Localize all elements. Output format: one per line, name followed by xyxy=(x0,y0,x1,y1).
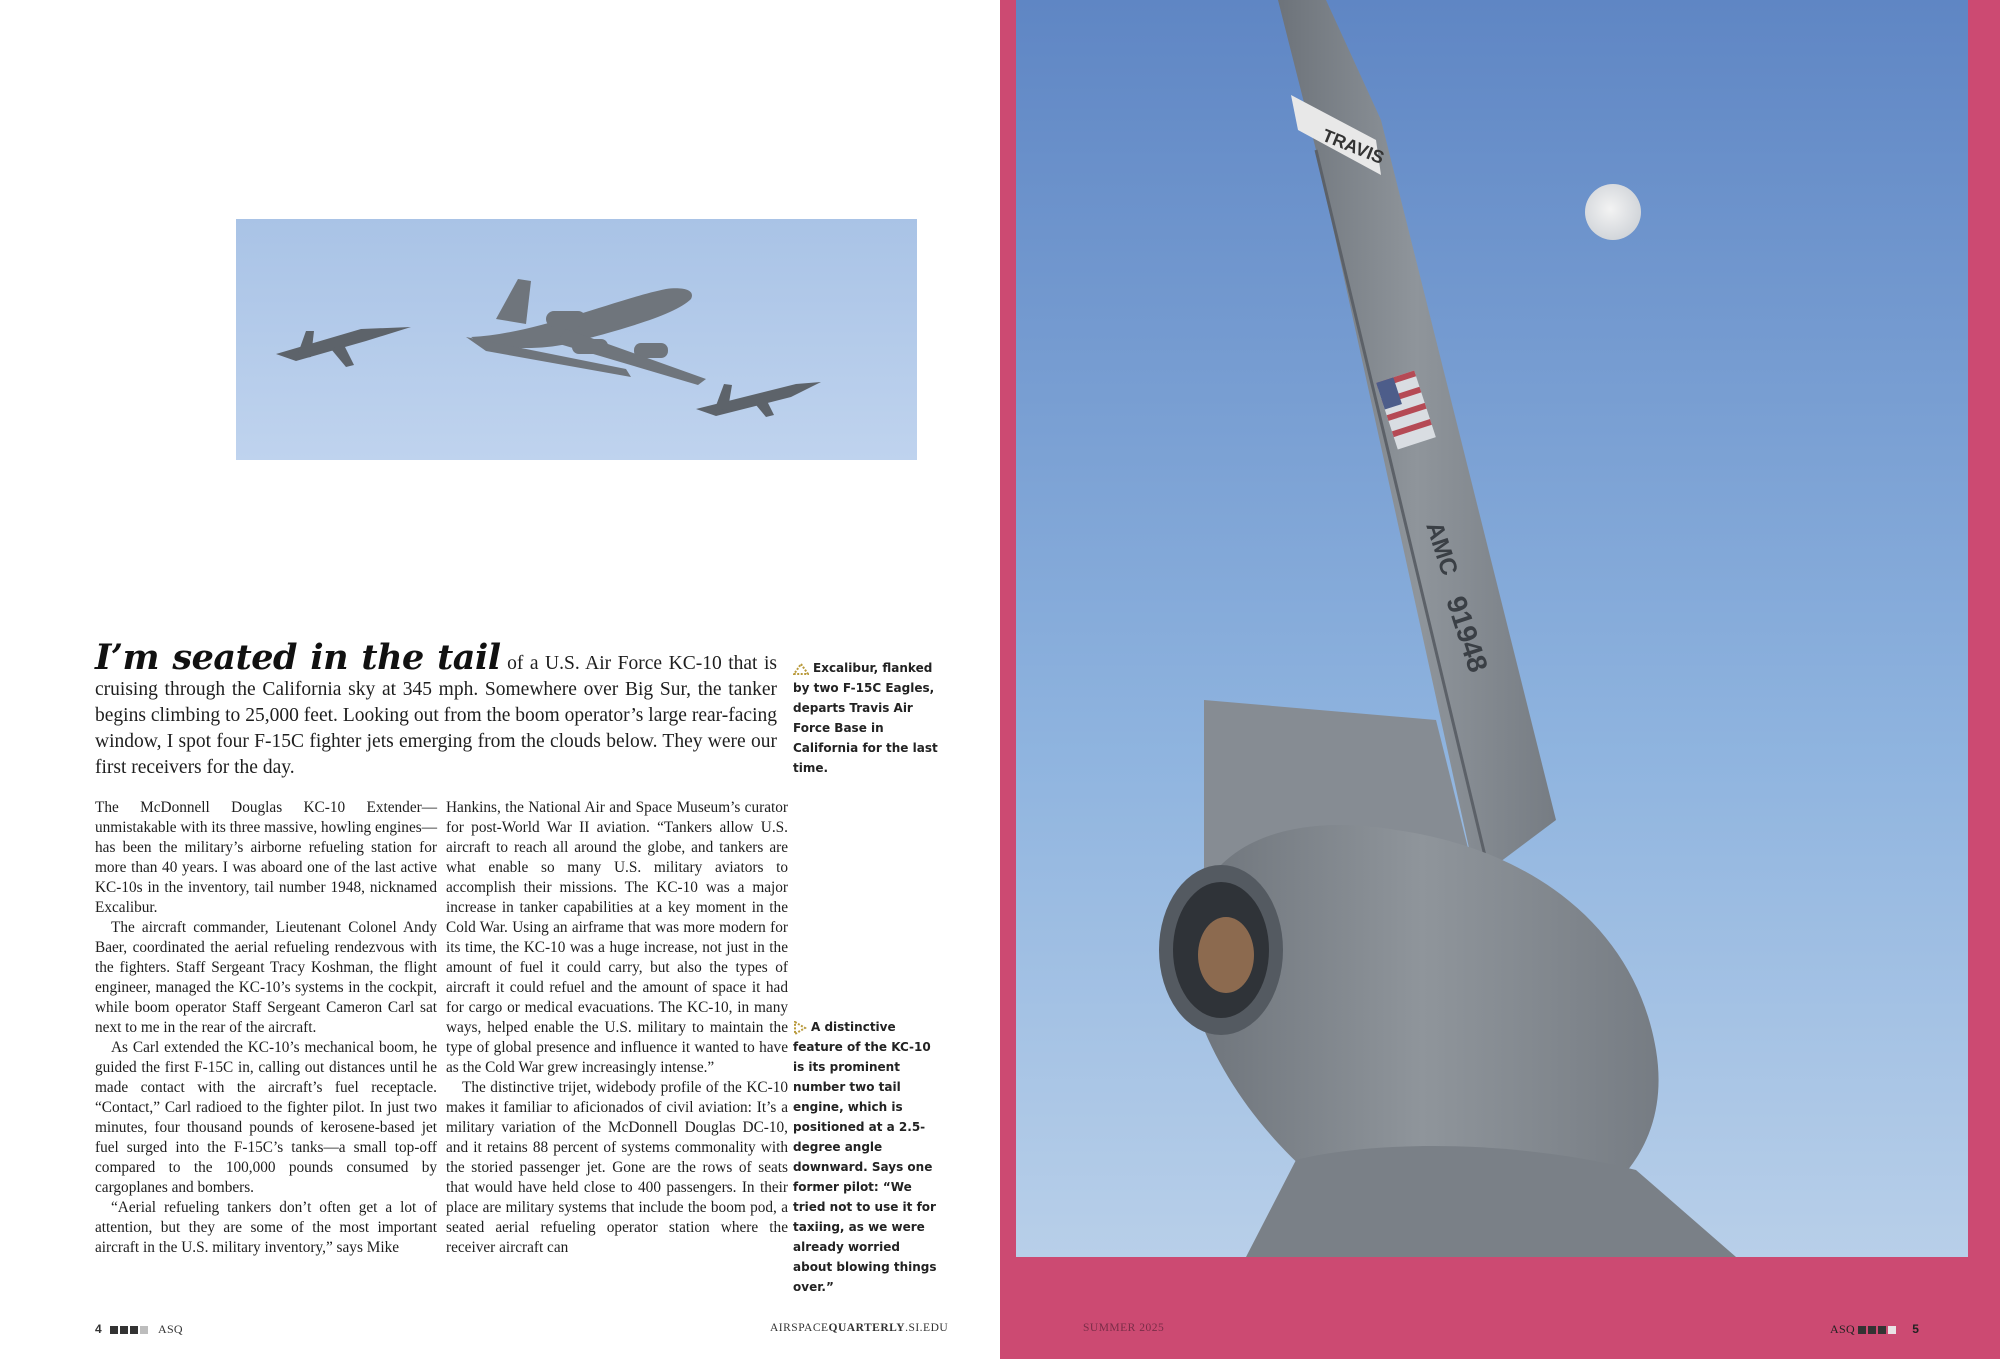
right-page-number: 5 xyxy=(1912,1322,1920,1336)
lead-paragraph xyxy=(95,637,777,781)
col1-paragraph: The McDonnell Douglas KC-10 Extender—unmistakable with its three massive, howling engines—has been the military’s airborne refueling station for more than 40 years. I was aboard one of the last active KC-10s in the inventory, tail number 1948, nicknamed Excalibur. xyxy=(95,799,437,916)
body-column-1 xyxy=(95,798,437,1258)
caption-right-text: A distinctive feature of the KC-10 is its prominent number two tail engine, which is positioned at a 2.5-degree angle downward. Says one former pilot: “We tried not to use it for taxiing, as we were already worried about blowing things over.” xyxy=(793,1020,937,1294)
col1-paragraph: “Aerial refueling tankers don’t often get a lot of attention, but they are some of the most important aircraft in the U.S. military inventory,” says Mike xyxy=(95,1199,437,1256)
col1-paragraph: As Carl extended the KC-10’s mechanical boom, he guided the first F-15C in, calling out distances until he made contact with the aircraft’s fuel receptacle. “Contact,” Carl radioed to the fighter pilot. In just two minutes, four thousand pounds of kerosene-based jet fuel surged into the F-15C’s tanks—a small top-off compared to the 100,000 pounds consumed by cargoplanes and bombers. xyxy=(95,1039,437,1196)
magazine-url xyxy=(770,1322,948,1334)
photo-caption-top xyxy=(793,658,943,778)
body-column-2 xyxy=(446,798,788,1258)
kc10-tail-engine-photo xyxy=(1016,0,1968,1257)
photo-caption-right xyxy=(793,1017,943,1297)
col2-paragraph: Hankins, the National Air and Space Museum’s curator for post-World War II aviation. “Tankers allow U.S. aircraft to reach all around the globe, and tankers are what enable so many U.S. military aviators to accomplish their missions. The KC-10 was a major increase in tanker capabilities at a key moment in the Cold War. Using an airframe that was more modern for its time, the KC-10 was a huge increase, not just in the amount of fuel it could carry, but also the types of aircraft it could refuel and the amount of space it had for cargo or medical evacuations. The KC-10, in many ways, helped enable the U.S. military to maintain the type of global presence and influence it wanted to have as the Cold War grew increasingly intense.” xyxy=(446,799,788,1076)
triangle-marker-icon xyxy=(793,663,809,675)
left-page-number: 4 xyxy=(95,1322,102,1336)
tail-number-text: 91948 xyxy=(1440,592,1494,676)
command-marking-text: AMC xyxy=(1420,518,1463,579)
url-bold: QUARTERLY xyxy=(828,1322,906,1334)
folio-squares xyxy=(110,1323,150,1338)
lead-dropin-heading: I’m seated in the tail xyxy=(95,637,501,678)
right-page xyxy=(1000,0,2000,1359)
kc10-formation-photo xyxy=(236,219,917,460)
col2-paragraph: The distinctive trijet, widebody profile of the KC-10 makes it familiar to aficionados of civil aviation: It’s a military variation of the McDonnell Douglas DC-10, and it retains 88 percent of systems commonality with the storied passenger jet. Gone are the rows of seats that would have held close to 400 passengers. In their place are military systems that include the boom pod, a seated aerial refueling operator station where the receiver aircraft can xyxy=(446,1079,788,1256)
lead-text: of a U.S. Air Force KC-10 that is cruising through the California sky at 345 mph. Somewhere over Big Sur, the tanker begins climbing to 25,000 feet. Looking out from the boom operator’s large rear-facing window, I spot four F-15C fighter jets emerging from the clouds below. They were our first receivers for the day. xyxy=(95,653,777,778)
caption-top-text: Excalibur, flanked by two F-15C Eagles, departs Travis Air Force Base in California for the last time. xyxy=(793,661,938,775)
issue-date: SUMMER 2025 xyxy=(1083,1322,1165,1334)
url-suffix: .SI.EDU xyxy=(905,1322,949,1334)
folio-squares xyxy=(1858,1323,1898,1338)
left-magazine-name: ASQ xyxy=(157,1322,183,1336)
tail-band-text: TRAVIS xyxy=(1319,125,1387,168)
arrow-marker-icon xyxy=(793,1021,807,1035)
url-prefix: AIRSPACE xyxy=(770,1322,829,1334)
right-magazine-name: ASQ xyxy=(1830,1322,1855,1336)
right-folio xyxy=(1830,1322,1919,1338)
left-folio xyxy=(95,1322,183,1338)
col1-paragraph: The aircraft commander, Lieutenant Colonel Andy Baer, coordinated the aerial refueling rendezvous with the fighters. Staff Sergeant Tracy Koshman, the flight engineer, managed the KC-10’s systems in the cockpit, while boom operator Staff Sergeant Cameron Carl sat next to me in the rear of the aircraft. xyxy=(95,919,437,1036)
